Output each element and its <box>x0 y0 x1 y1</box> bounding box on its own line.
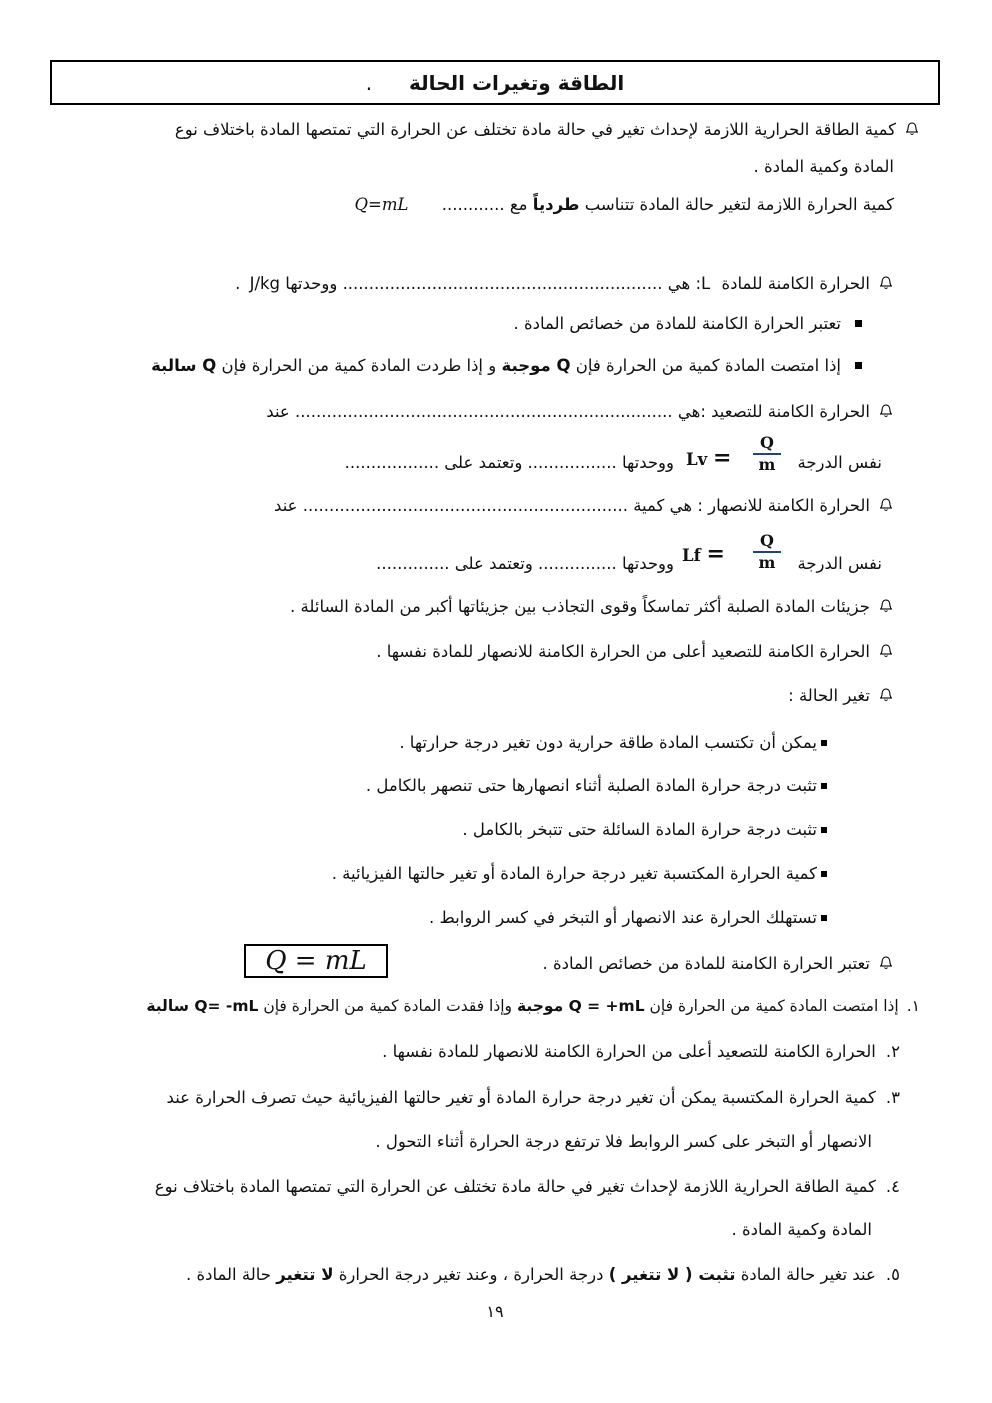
bell-bullet-icon <box>878 687 894 703</box>
note-item: جزيئات المادة الصلبة أكثر تماسكاً وقوى التجاذب بين جزيئاتها أكبر من المادة السائلة . <box>290 595 894 619</box>
bullet-item: تعتبر الحرارة الكامنة للمادة من خصائص المادة . <box>513 312 862 336</box>
numbered-item: ٥.عند تغير حالة المادة تثبت ( لا تتغير ) درجة الحرارة ، وعند تغير درجة الحرارة لا تتغير حالة المادة . <box>185 1265 900 1284</box>
proportional-line: كمية الحرارة اللازمة لتغير حالة المادة تتناسب طردياً مع ............ Q=mL <box>355 193 895 217</box>
vaporization-lhs: Lv = <box>686 445 732 471</box>
numbered-item: ٣.كمية الحرارة المكتسبة يمكن أن تغير درجة حرارة المادة أو تغير حالتها الفيزيائية حيث تصرف الحرارة عند <box>166 1088 900 1107</box>
fusion-line-2-post: ووحدتها ............... وتعتمد على .............. <box>376 554 674 573</box>
bell-bullet-icon <box>878 598 894 614</box>
fusion-line-1: الحرارة الكامنة للانصهار : هي كمية .............................................................. عند <box>274 494 894 518</box>
page-title: الطاقة وتغيرات الحالة <box>409 71 625 95</box>
formula-box: Q = mL <box>244 944 388 978</box>
state-change-item: تستهلك الحرارة عند الانصهار أو التبخر في كسر الروابط . <box>429 906 827 930</box>
square-bullet-icon <box>821 783 827 789</box>
latent-unit: J/kg <box>249 274 281 293</box>
bell-bullet-icon <box>904 121 920 137</box>
state-change-item: تثبت درجة حرارة المادة الصلبة أثناء انصهارها حتى تنصهر بالكامل . <box>366 774 827 798</box>
numbered-item: ٤.كمية الطاقة الحرارية اللازمة لإحداث تغير في حالة مادة تختلف عن الحرارة التي تمتصها المادة باختلاف نوع <box>154 1177 900 1196</box>
numbered-item: ٢.الحرارة الكامنة للتصعيد أعلى من الحرارة الكامنة للانصهار للمادة نفسها . <box>382 1042 900 1061</box>
state-change-item: كمية الحرارة المكتسبة تغير درجة حرارة المادة أو تغير حالتها الفيزيائية . <box>332 862 827 886</box>
square-bullet-icon <box>821 827 827 833</box>
note-item: الحرارة الكامنة للتصعيد أعلى من الحرارة الكامنة للانصهار للمادة نفسها . <box>376 640 894 664</box>
formula-q-ml: Q=mL <box>354 195 409 214</box>
vaporization-line-1: الحرارة الكامنة للتصعيد :هي ........................................................................ عند <box>266 400 894 424</box>
definition-text: كمية الطاقة الحرارية اللازمة لإحداث تغير في حالة مادة تختلف عن الحرارة التي تمتصها المادة باختلاف نوع <box>174 120 896 139</box>
numbered-item-continuation: المادة وكمية المادة . <box>731 1220 872 1239</box>
bell-bullet-icon <box>878 275 894 291</box>
vaporization-line-2-pre: نفس الدرجة <box>797 453 882 472</box>
square-bullet-icon <box>855 320 862 327</box>
definition-line-1 <box>175 118 920 142</box>
fusion-fraction: Q m <box>753 532 781 572</box>
state-change-item: تثبت درجة حرارة المادة السائلة حتى تتبخر بالكامل . <box>462 818 827 842</box>
latent-heat-line: الحرارة الكامنة للمادة L: هي ............................................................. ووحدتها J/kg . <box>235 272 894 296</box>
bell-bullet-icon <box>878 643 894 659</box>
bell-bullet-icon <box>878 497 894 513</box>
numbered-item: ١.إذا امتصت المادة كمية من الحرارة فإن Q = +mL موجبة وإذا فقدت المادة كمية من الحرارة فإن Q= -mL سالبة <box>146 997 920 1015</box>
vaporization-fraction: Q m <box>753 434 781 474</box>
proportional-bold: طردياً <box>532 195 580 214</box>
note-item: تغير الحالة : <box>788 684 894 708</box>
square-bullet-icon <box>821 915 827 921</box>
page-number: ١٩ <box>486 1302 504 1321</box>
page-title-box <box>50 60 940 105</box>
property-line: تعتبر الحرارة الكامنة للمادة من خصائص المادة . <box>542 952 894 976</box>
bullet-item: إذا امتصت المادة كمية من الحرارة فإن Q موجبة و إذا طردت المادة كمية من الحرارة فإن Q سالبة <box>151 354 862 378</box>
bell-bullet-icon <box>878 955 894 971</box>
fusion-lhs: Lf = <box>682 541 725 567</box>
square-bullet-icon <box>855 362 862 369</box>
latent-symbol: L <box>701 274 711 293</box>
vaporization-line-2-post: ووحدتها ................. وتعتمد على .................. <box>344 453 674 472</box>
square-bullet-icon <box>821 740 827 746</box>
definition-line-2: المادة وكمية المادة . <box>753 157 894 176</box>
title-dot: . <box>365 71 373 95</box>
fusion-line-2-pre: نفس الدرجة <box>797 554 882 573</box>
state-change-item: يمكن أن تكتسب المادة طاقة حرارية دون تغير درجة حرارتها . <box>399 731 827 755</box>
bell-bullet-icon <box>878 403 894 419</box>
numbered-item-continuation: الانصهار أو التبخر على كسر الروابط فلا ترتفع درجة الحرارة أثناء التحول . <box>375 1132 872 1151</box>
square-bullet-icon <box>821 871 827 877</box>
